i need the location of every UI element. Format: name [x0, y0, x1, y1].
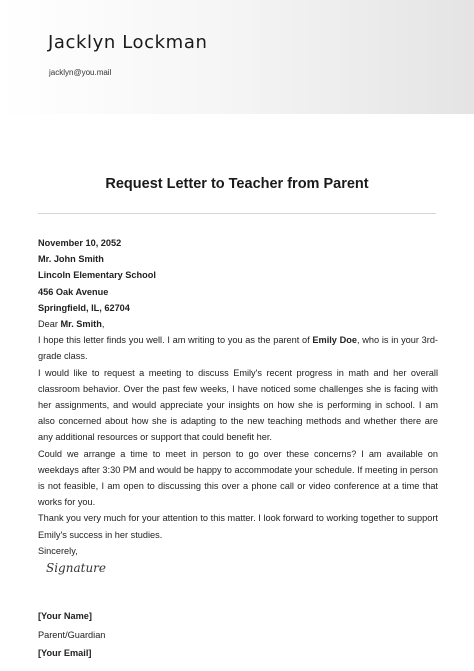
letter-date: November 10, 2052 — [38, 238, 122, 248]
intro-after: , who is in your 3rd-grade class. — [38, 335, 438, 362]
letter-body — [38, 235, 438, 559]
title-divider — [38, 213, 436, 214]
paragraph-thanks: Thank you very much for your attention to this matter. I look forward to working together to support Emily's success in her studies. — [38, 513, 438, 540]
your-name: [Your Name] — [38, 611, 92, 621]
recipient-street: 456 Oak Avenue — [38, 286, 109, 297]
salutation-name: Mr. Smith — [60, 319, 102, 330]
student-name: Emily Doe — [312, 335, 357, 346]
sender-name: Jacklyn Lockman — [48, 32, 208, 53]
paragraph-meeting: Could we arrange a time to meet in person to go over these concerns? I am available on weekdays after 3:30 PM and would be happy to accommodate your schedule. If meeting in person is not feasible, I am open to discussing this over a phone call or video conference at a time that works for you. — [38, 448, 438, 508]
recipient-school: Lincoln Elementary School — [38, 270, 156, 281]
sender-email: jacklyn@you.mail — [49, 68, 112, 77]
letter-header — [0, 0, 474, 114]
signature: Signature — [46, 561, 107, 575]
recipient-city: Springfield, IL, 62704 — [38, 302, 130, 313]
closing-block — [38, 607, 438, 663]
role: Parent/Guardian — [38, 629, 106, 640]
recipient-name: Mr. John Smith — [38, 254, 104, 265]
sign-off: Sincerely, — [38, 545, 78, 556]
your-email: [Your Email] — [38, 648, 92, 658]
salutation — [38, 316, 438, 332]
intro-before: I hope this letter finds you well. I am writing to you as the parent of — [38, 335, 313, 346]
salutation-suffix: , — [101, 319, 105, 330]
paragraph-intro — [38, 332, 438, 364]
letter-title: Request Letter to Teacher from Parent — [105, 176, 369, 192]
paragraph-request: I would like to request a meeting to discuss Emily's recent progress in math and her overall classroom behavior. Over the past few weeks, I have noticed some challenges she is facing with her assignments, and would appreciate your insights on how she is performing in school. I am also concerned about how she is adapting to the new teaching methods and whether there are any additional resources or support that could benefit her. — [38, 367, 438, 443]
salutation-prefix: Dear — [38, 319, 61, 330]
